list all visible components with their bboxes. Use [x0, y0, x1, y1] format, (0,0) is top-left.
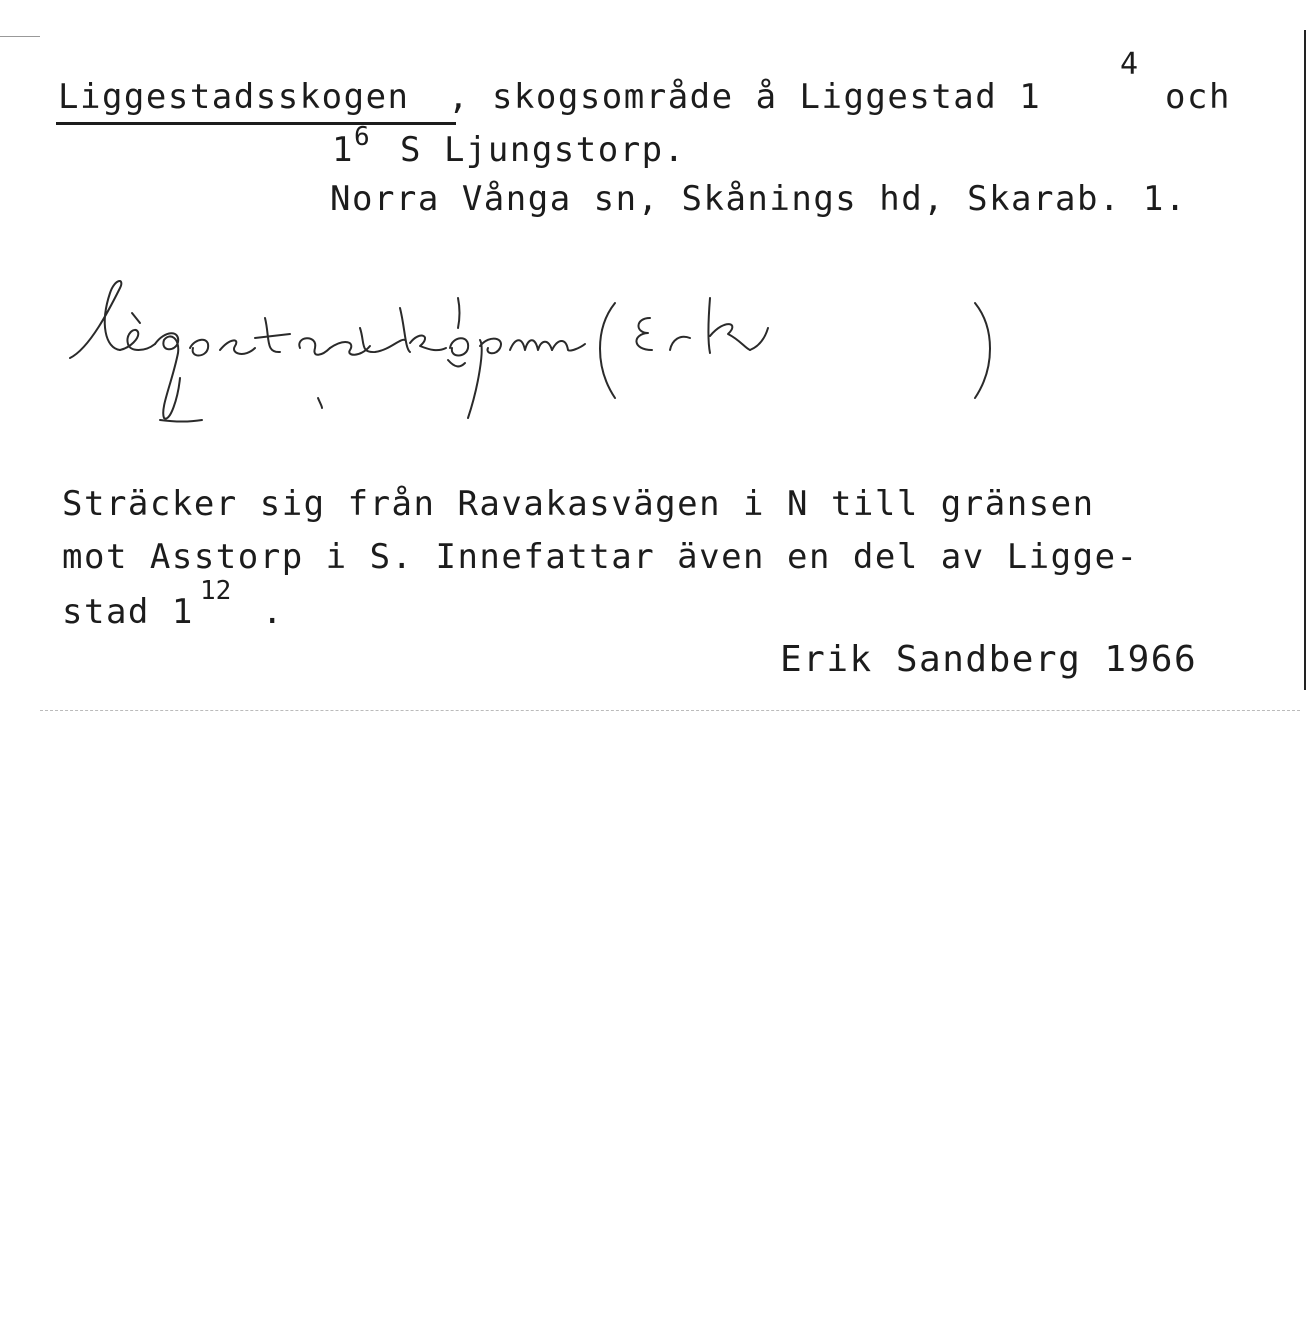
header-line1-sup: 4 [1120, 47, 1139, 82]
card-edge-bottom [40, 710, 1300, 711]
header-line2-start: 1 [332, 130, 354, 170]
headword-underline [56, 122, 456, 125]
headword: Liggestadsskogen [58, 77, 410, 117]
handwritten-pronunciation [60, 268, 1000, 438]
header-line2-rest: S Ljungstorp. [400, 130, 686, 170]
body-line3-end: . [262, 592, 284, 632]
card-edge-right [1304, 30, 1306, 690]
card-edge-top [0, 36, 40, 37]
body-line3-start: stad 1 [62, 592, 194, 632]
header-line1-rest: , skogsområde å Liggestad 1 [448, 77, 1042, 117]
header-line3: Norra Vånga sn, Skånings hd, Skarab. 1. [330, 179, 1187, 219]
signature: Erik Sandberg 1966 [780, 639, 1198, 680]
handwriting-drawing [60, 268, 1000, 438]
body-line3-sup: 12 [200, 576, 232, 606]
header-line1-end: och [1165, 77, 1231, 117]
body-line1: Sträcker sig från Ravakasvägen i N till gränsen [62, 484, 1095, 524]
header-line2-sup: 6 [354, 122, 370, 152]
body-line2: mot Asstorp i S. Innefattar även en del av Ligge- [62, 537, 1139, 577]
